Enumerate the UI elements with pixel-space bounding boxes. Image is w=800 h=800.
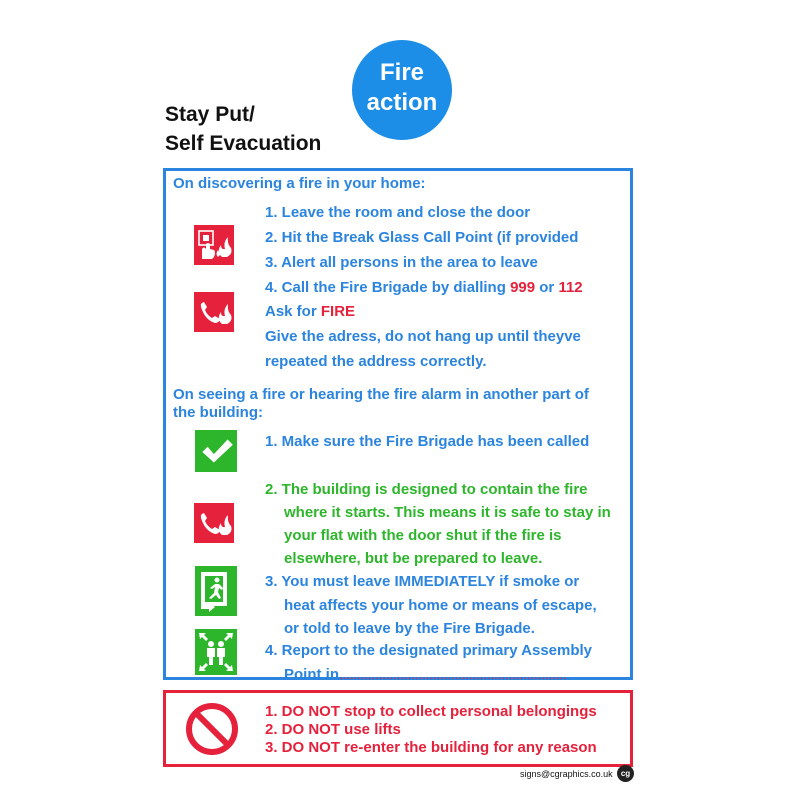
no-entry-icon <box>185 702 239 756</box>
contact-email: signs@cgraphics.co.uk <box>520 769 613 779</box>
section2-step3-line3: or told to leave by the Fire Brigade. <box>284 620 535 637</box>
page-title <box>165 100 321 158</box>
point-in-label: Point in <box>284 666 339 683</box>
section1-step2: 2. Hit the Break Glass Call Point (if provided <box>265 229 579 246</box>
section2-step2-line1: 2. The building is designed to contain the fire <box>265 481 588 498</box>
title-line1: Stay Put/ <box>165 103 255 126</box>
cg-logo: cg <box>617 765 634 782</box>
section1-step4 <box>265 279 583 296</box>
section2-heading-line2: the building: <box>173 404 263 421</box>
or-text: or <box>539 279 555 296</box>
warning-line3: 3. DO NOT re-enter the building for any reason <box>265 739 597 756</box>
section2-step2-line3: your flat with the door shut if the fire is <box>284 527 562 544</box>
step4-prefix: 4. Call the Fire Brigade by dialling <box>265 279 506 296</box>
give-address-line2: repeated the address correctly. <box>265 353 487 370</box>
check-icon <box>195 430 237 472</box>
ask-for-line <box>265 303 355 320</box>
warning-line2: 2. DO NOT use lifts <box>265 721 401 738</box>
fire-phone-icon <box>194 503 234 543</box>
warning-line1: 1. DO NOT stop to collect personal belongings <box>265 703 597 720</box>
section2-step3-line2: heat affects your home or means of escape, <box>284 597 597 614</box>
assembly-point-icon <box>195 629 237 675</box>
number-112: 112 <box>558 279 583 296</box>
emergency-exit-icon <box>195 566 237 616</box>
fire-phone-icon <box>194 292 234 332</box>
fire-action-badge <box>352 40 452 140</box>
give-address-line1: Give the adress, do not hang up until theyve <box>265 328 581 345</box>
title-line2: Self Evacuation <box>165 132 322 155</box>
badge-line2: action <box>366 89 438 116</box>
section2-step4-line1: 4. Report to the designated primary Assembly <box>265 642 593 659</box>
section2-step2-line4: elsewhere, but be prepared to leave. <box>284 550 543 567</box>
section2-step2-line2: where it starts. This means it is safe to stay in <box>284 504 611 521</box>
ask-prefix: Ask for <box>265 303 317 320</box>
section2-step3-line1: 3. You must leave IMMEDIATELY if smoke or <box>265 573 580 590</box>
section1-heading: On discovering a fire in your home: <box>173 175 426 192</box>
badge-line1: Fire <box>379 59 424 86</box>
ask-fire: FIRE <box>320 303 356 320</box>
section2-step4-line2 <box>284 666 567 683</box>
section1-step1: 1. Leave the room and close the door <box>265 204 531 221</box>
number-999: 999 <box>510 279 536 296</box>
section2-step1: 1. Make sure the Fire Brigade has been called <box>265 433 590 450</box>
assembly-point-dots: ............................................................... <box>339 667 567 682</box>
section1-step3: 3. Alert all persons in the area to leave <box>265 254 538 271</box>
section2-heading-line1: On seeing a fire or hearing the fire alarm in another part of <box>173 386 589 403</box>
call-point-icon <box>194 225 234 265</box>
